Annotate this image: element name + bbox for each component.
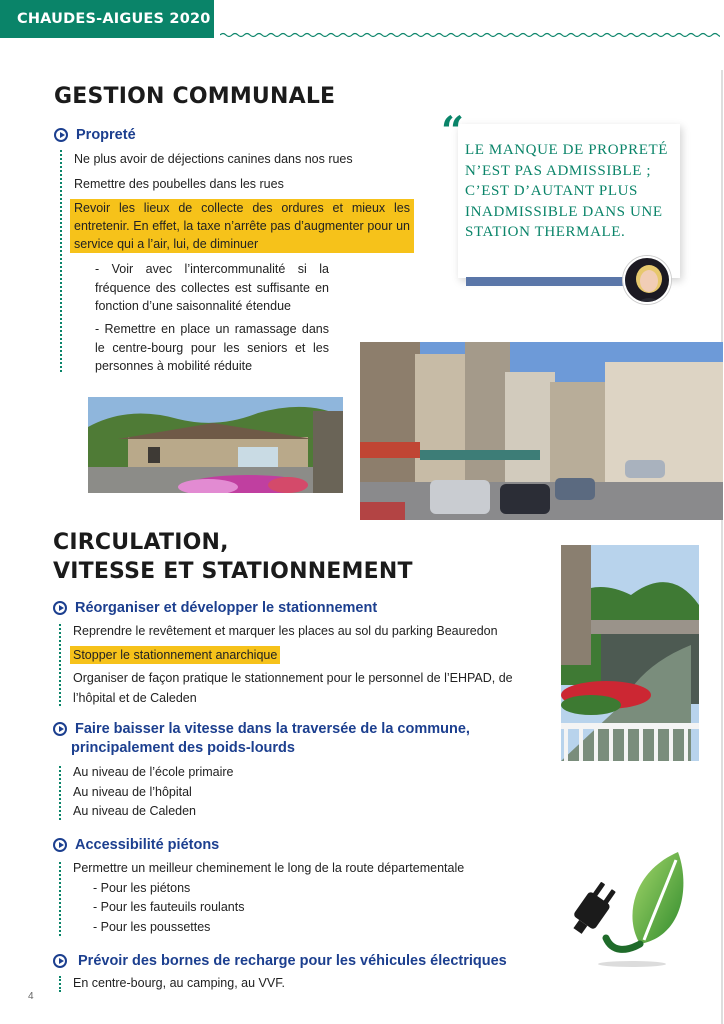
list-subitem: - Pour les piétons: [93, 880, 191, 895]
section-title-line: VITESSE ET STATIONNEMENT: [53, 559, 413, 584]
proprete-list: [74, 150, 414, 253]
avatar: [623, 256, 671, 304]
page-edge-rule: [721, 70, 723, 1024]
quote-text: LE MANQUE DE PROPRETÉ N’EST PAS ADMISSIBLE ; C’EST D’AUTANT PLUS INADMISSIBLE DANS UNE STATION THERMALE.: [465, 142, 669, 240]
list-item-highlighted: Revoir les lieux de collecte des ordures et mieux les entretenir. En effet, la taxe n’arrête pas d’augmenter pour un service qui a l’air, lui, de diminuer: [70, 199, 414, 253]
vitesse-list: [73, 763, 234, 822]
dotted-rule: [59, 976, 61, 992]
bornes-list: [73, 974, 285, 994]
arrow-circle-icon: [53, 601, 67, 615]
quote-mark-icon: “: [441, 108, 465, 155]
arrow-circle-icon: [54, 128, 68, 142]
arrow-circle-icon: [53, 954, 67, 968]
arrow-circle-icon: [53, 722, 67, 736]
list-item: Au niveau de l’hôpital: [73, 784, 192, 799]
list-item: Ne plus avoir de déjections canines dans nos rues: [74, 152, 353, 166]
proprete-subitem: - Remettre en place un ramassage dans le centre-bourg pour les seniors et les personnes à mobilité réduite: [95, 322, 329, 373]
subheading-label: Propreté: [76, 127, 136, 143]
list-item: Permettre un meilleur cheminement le long de la route départementale: [73, 861, 465, 875]
list-item: Au niveau de Caleden: [73, 804, 197, 818]
photo-building-flowers: [88, 397, 343, 493]
subheading-vitesse: [53, 720, 470, 758]
dotted-rule: [59, 766, 61, 820]
photo-river-bridge: [561, 545, 699, 761]
list-subitem: - Pour les poussettes: [93, 919, 211, 934]
quote-underline-bar: [466, 277, 636, 286]
subheading-bornes: [53, 952, 507, 971]
photo-town-square: [360, 342, 723, 520]
stationnement-list: [73, 622, 513, 708]
pietons-list: [73, 859, 464, 937]
list-item: En centre-bourg, au camping, au VVF.: [73, 976, 285, 990]
page-number: 4: [28, 991, 34, 1002]
subheading-pietons: [53, 836, 219, 855]
subheading-label: Faire baisser la vitesse dans la traversée de la commune, principalement des poids-lourds: [71, 721, 470, 756]
dotted-rule: [60, 150, 62, 372]
ev-plug-leaf-icon: [566, 848, 692, 970]
section-title-line: CIRCULATION,: [53, 530, 229, 555]
section-title-gestion: GESTION COMMUNALE: [54, 84, 336, 109]
list-item: Reprendre le revêtement et marquer les places au sol du parking Beauredon: [73, 624, 498, 638]
subheading-label: Accessibilité piétons: [75, 837, 220, 853]
list-item: Au niveau de l’école primaire: [73, 765, 234, 779]
subheading-proprete: [54, 126, 136, 145]
subheading-label: Réorganiser et développer le stationnement: [75, 600, 378, 616]
list-item: Remettre des poubelles dans les rues: [74, 176, 284, 191]
arrow-circle-icon: [53, 838, 67, 852]
subheading-label: Prévoir des bornes de recharge pour les véhicules électriques: [78, 953, 507, 969]
header-wave-divider: [220, 31, 720, 39]
proprete-subitem: - Voir avec l’intercommunalité si la fréquence des collectes est suffisante en fonction d’une saisonnalité étendue: [95, 262, 329, 313]
section-title-circulation: [53, 528, 413, 586]
list-subitem: - Pour les fauteuils roulants: [93, 900, 245, 914]
dotted-rule: [59, 624, 61, 706]
list-item: Organiser de façon pratique le stationnement pour le personnel de l’EHPAD, de l’hôpital et de Caleden: [73, 671, 513, 705]
list-item-highlighted: Stopper le stationnement anarchique: [70, 646, 280, 664]
header-title: CHAUDES-AIGUES 2020: [0, 0, 214, 38]
dotted-rule: [59, 862, 61, 936]
subheading-stationnement: [53, 599, 377, 618]
